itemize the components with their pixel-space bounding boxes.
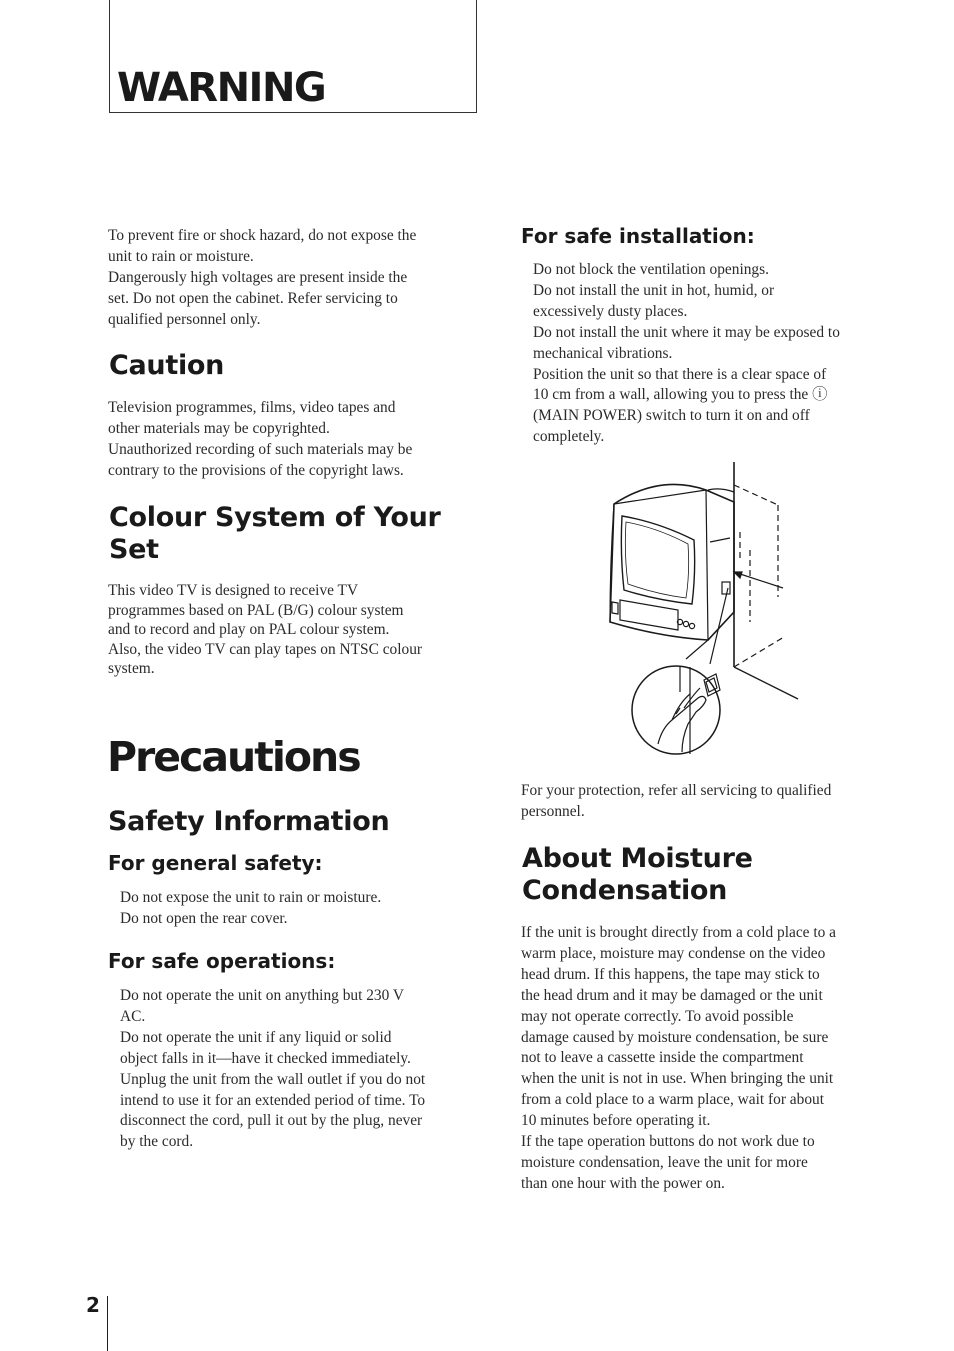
text-line: set. Do not open the cabinet. Refer servicing to	[108, 289, 398, 307]
text-line: personnel.	[521, 802, 585, 820]
zoom-line	[710, 588, 728, 664]
text-line: 10 cm from a wall, allowing you to press the ⓘ	[533, 386, 828, 404]
warning-intro-text	[108, 226, 416, 331]
text-line: Do not block the ventilation openings.	[533, 261, 769, 278]
moisture-condensation-heading	[522, 843, 753, 907]
text-line: other materials may be copyrighted.	[108, 419, 330, 437]
text-line: from a cold place to a warm place, wait for about	[521, 1091, 824, 1109]
warning-title: WARNING	[117, 65, 326, 111]
caution-heading: Caution	[109, 350, 225, 381]
text-line: moisture condensation, leave the unit for more	[521, 1153, 808, 1171]
protection-text	[521, 781, 831, 823]
clearance-outline	[734, 485, 784, 667]
text-line: Television programmes, films, video tapes and	[108, 399, 396, 416]
text-line: For your protection, refer all servicing to qualified	[521, 782, 832, 799]
text-line: when the unit is not in use. When bringing the unit	[521, 1070, 834, 1088]
text-line: Do not expose the unit to rain or moisture.	[120, 889, 382, 906]
heading-line: Colour System of Your	[109, 502, 441, 533]
text-line: damage caused by moisture condensation, be sure	[521, 1028, 829, 1046]
moisture-condensation-text	[521, 923, 836, 1195]
text-line: system.	[108, 660, 155, 678]
tv-installation-illustration	[600, 462, 800, 764]
page-number-rule	[107, 1296, 108, 1351]
safe-installation-text	[533, 260, 840, 448]
text-line: qualified personnel only.	[108, 310, 261, 328]
safe-operations-text	[120, 986, 425, 1153]
text-line: Do not operate the unit on anything but 230 V	[120, 987, 404, 1004]
safety-information-heading: Safety Information	[108, 806, 390, 837]
text-line: To prevent fire or shock hazard, do not expose the	[108, 227, 417, 244]
general-safety-heading: For general safety:	[108, 851, 323, 875]
text-line: completely.	[533, 428, 605, 446]
text-line: Do not install the unit in hot, humid, or	[533, 281, 775, 299]
heading-line: About Moisture	[522, 843, 753, 874]
colour-system-text	[108, 581, 422, 679]
hand-icon	[658, 696, 706, 752]
text-line: Also, the video TV can play tapes on NTSC colour	[108, 640, 423, 658]
safe-operations-heading: For safe operations:	[108, 949, 336, 973]
text-line: contrary to the provisions of the copyright laws.	[108, 461, 404, 479]
heading-line: Set	[109, 534, 159, 565]
text-line: programmes based on PAL (B/G) colour system	[108, 601, 404, 619]
zoom-line	[686, 640, 708, 659]
text-line: Do not open the rear cover.	[120, 909, 288, 927]
text-line: If the tape operation buttons do not work due to	[521, 1133, 815, 1151]
text-line: and to record and play on PAL colour system.	[108, 621, 390, 639]
text-line: Unauthorized recording of such materials may be	[108, 440, 413, 458]
heading-line: Condensation	[522, 875, 728, 906]
text-line: Position the unit so that there is a clear space of	[533, 365, 827, 383]
text-line: excessively dusty places.	[533, 302, 688, 320]
text-line: This video TV is designed to receive TV	[108, 582, 359, 599]
colour-system-heading	[109, 502, 441, 566]
arrow-head-icon	[734, 572, 742, 578]
text-line: 10 minutes before operating it.	[521, 1112, 711, 1130]
text-line: Do not operate the unit if any liquid or solid	[120, 1028, 392, 1046]
text-line: head drum. If this happens, the tape may stick to	[521, 965, 820, 983]
text-line: may not operate correctly. To avoid possible	[521, 1007, 794, 1025]
precautions-title: Precautions	[107, 733, 360, 781]
text-line: (MAIN POWER) switch to turn it on and off	[533, 407, 810, 425]
text-line: Do not install the unit where it may be exposed to	[533, 323, 840, 341]
text-line: not to leave a cassette inside the compartment	[521, 1049, 804, 1067]
safe-installation-heading: For safe installation:	[521, 224, 755, 248]
tv-set	[610, 484, 734, 640]
text-line: by the cord.	[120, 1133, 194, 1151]
text-line: Unplug the unit from the wall outlet if you do not	[120, 1070, 426, 1088]
text-line: object falls in it—have it checked immediately.	[120, 1049, 411, 1067]
text-line: If the unit is brought directly from a cold place to a	[521, 924, 836, 941]
text-line: Dangerously high voltages are present inside the	[108, 268, 408, 286]
text-line: mechanical vibrations.	[533, 344, 673, 362]
text-line: AC.	[120, 1007, 146, 1025]
text-line: than one hour with the power on.	[521, 1174, 725, 1192]
page-number: 2	[86, 1293, 100, 1317]
text-line: intend to use it for an extended period of time. To	[120, 1091, 426, 1109]
caution-text	[108, 398, 412, 482]
text-line: warm place, moisture may condense on the video	[521, 944, 826, 962]
text-line: unit to rain or moisture.	[108, 247, 254, 265]
text-line: disconnect the cord, pull it out by the plug, never	[120, 1112, 423, 1130]
floor-line	[734, 667, 798, 699]
general-safety-text	[120, 888, 381, 930]
text-line: the head drum and it may be damaged or the unit	[521, 986, 823, 1004]
